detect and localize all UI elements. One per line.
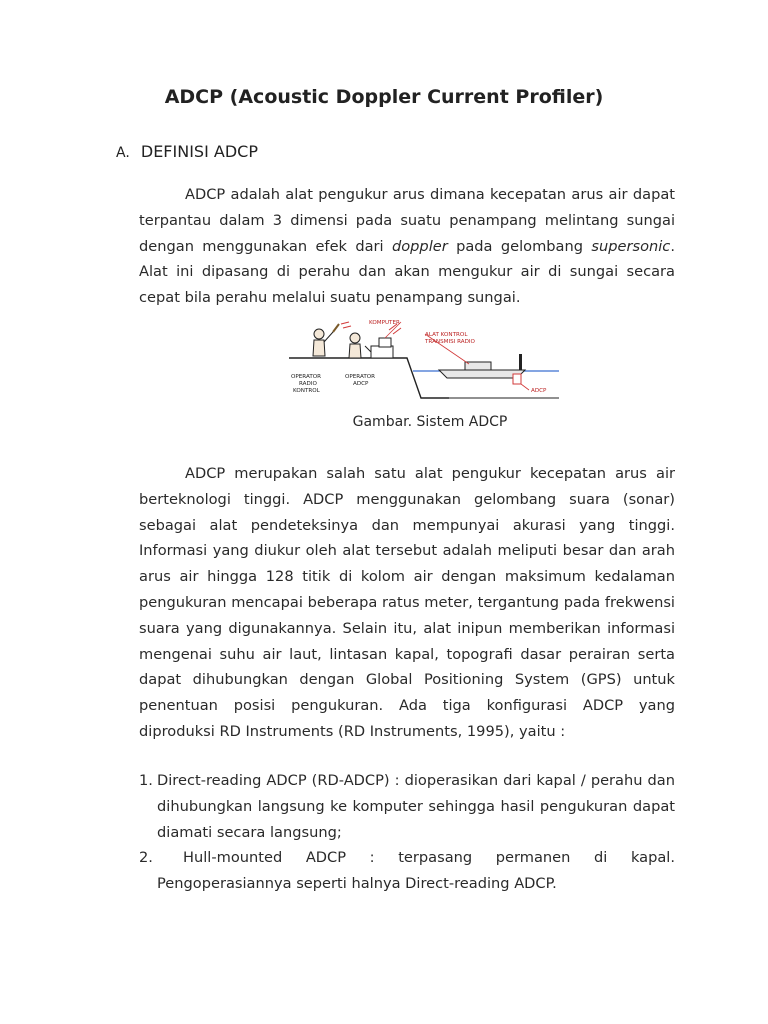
list-item <box>139 768 675 845</box>
figure-caption: Gambar. Sistem ADCP <box>352 414 508 430</box>
paragraph-text-b: pada gelombang <box>447 237 592 255</box>
label-transmisi-radio: TRANSMISI RADIO <box>425 339 475 345</box>
label-operator-adcp-1: OPERATOR <box>345 374 376 380</box>
list-item-number: 1. <box>139 772 153 789</box>
paragraph-italic-supersonic: supersonic <box>591 237 671 255</box>
boat-figure <box>439 354 525 384</box>
label-operator-radio-2: RADIO <box>299 381 317 387</box>
label-operator-radio-3: KONTROL <box>293 388 320 394</box>
label-komputer: KOMPUTER <box>369 320 400 326</box>
list-item-number: 2. <box>139 849 153 867</box>
list-item-text: Direct-reading ADCP (RD-ADCP) : dioperasikan dari kapal / perahu dan dihubungkan langsung ke komputer sehingga hasil pengukuran dapat diamati secara langsung; <box>157 772 675 841</box>
label-operator-radio-1: OPERATOR <box>291 374 322 380</box>
adcp-system-illustration <box>289 318 559 402</box>
section-label: DEFINISI ADCP <box>140 142 258 161</box>
computer-station-figure <box>365 338 393 358</box>
section-heading <box>116 142 258 161</box>
paragraph-description-text: ADCP merupakan salah satu alat pengukur kecepatan arus air berteknologi tinggi. ADCP menggunakan gelombang suara (sonar) sebagai alat pendeteksinya dan mempunyai akurasi yang tinggi. Informasi yang diukur oleh alat tersebut adalah meliputi besar dan arah arus air hingga 128 titik di kolom air dengan maksimum kedalaman pengukuran mencapai beberapa ratus meter, tergantung pada frekwensi suara yang digunakannya. Selain itu, alat inipun memberikan informasi mengenai suhu air laut, lintasan kapal, topografi dasar perairan serta dapat dihubungkan dengan Global Positioning System (GPS) untuk penentuan posisi pengukuran. Ada tiga konfigurasi ADCP yang diproduksi RD Instruments (RD Instruments, 1995), yaitu : <box>139 465 675 740</box>
adcp-system-figure <box>289 318 559 402</box>
paragraph-text-c: . Alat ini dipasang di perahu dan akan mengukur air di sungai secara cepat bila perahu melalui suatu penampang sungai. <box>139 237 675 307</box>
configuration-list <box>139 768 675 897</box>
document-title: ADCP (Acoustic Doppler Current Profiler) <box>164 86 604 108</box>
paragraph-text-a: ADCP adalah alat pengukur arus dimana kecepatan arus air dapat terpantau dalam 3 dimensi pada suatu penampang melintang sungai dengan menggunakan efek dari <box>139 186 675 255</box>
label-adcp: ADCP <box>531 388 547 394</box>
paragraph-definition <box>139 182 675 311</box>
list-item-text: Hull-mounted ADCP : terpasang permanen di kapal. Pengoperasiannya seperti halnya Direct-reading ADCP. <box>157 849 675 893</box>
paragraph-description <box>139 461 675 745</box>
list-item <box>139 845 675 897</box>
paragraph-italic-doppler: doppler <box>391 237 448 255</box>
section-marker: A. <box>116 145 130 161</box>
operator-adcp-figure <box>349 333 361 358</box>
label-operator-adcp-2: ADCP <box>353 381 369 387</box>
label-alat-kontrol: ALAT KONTROL <box>425 332 468 338</box>
operator-radio-figure <box>313 324 339 356</box>
